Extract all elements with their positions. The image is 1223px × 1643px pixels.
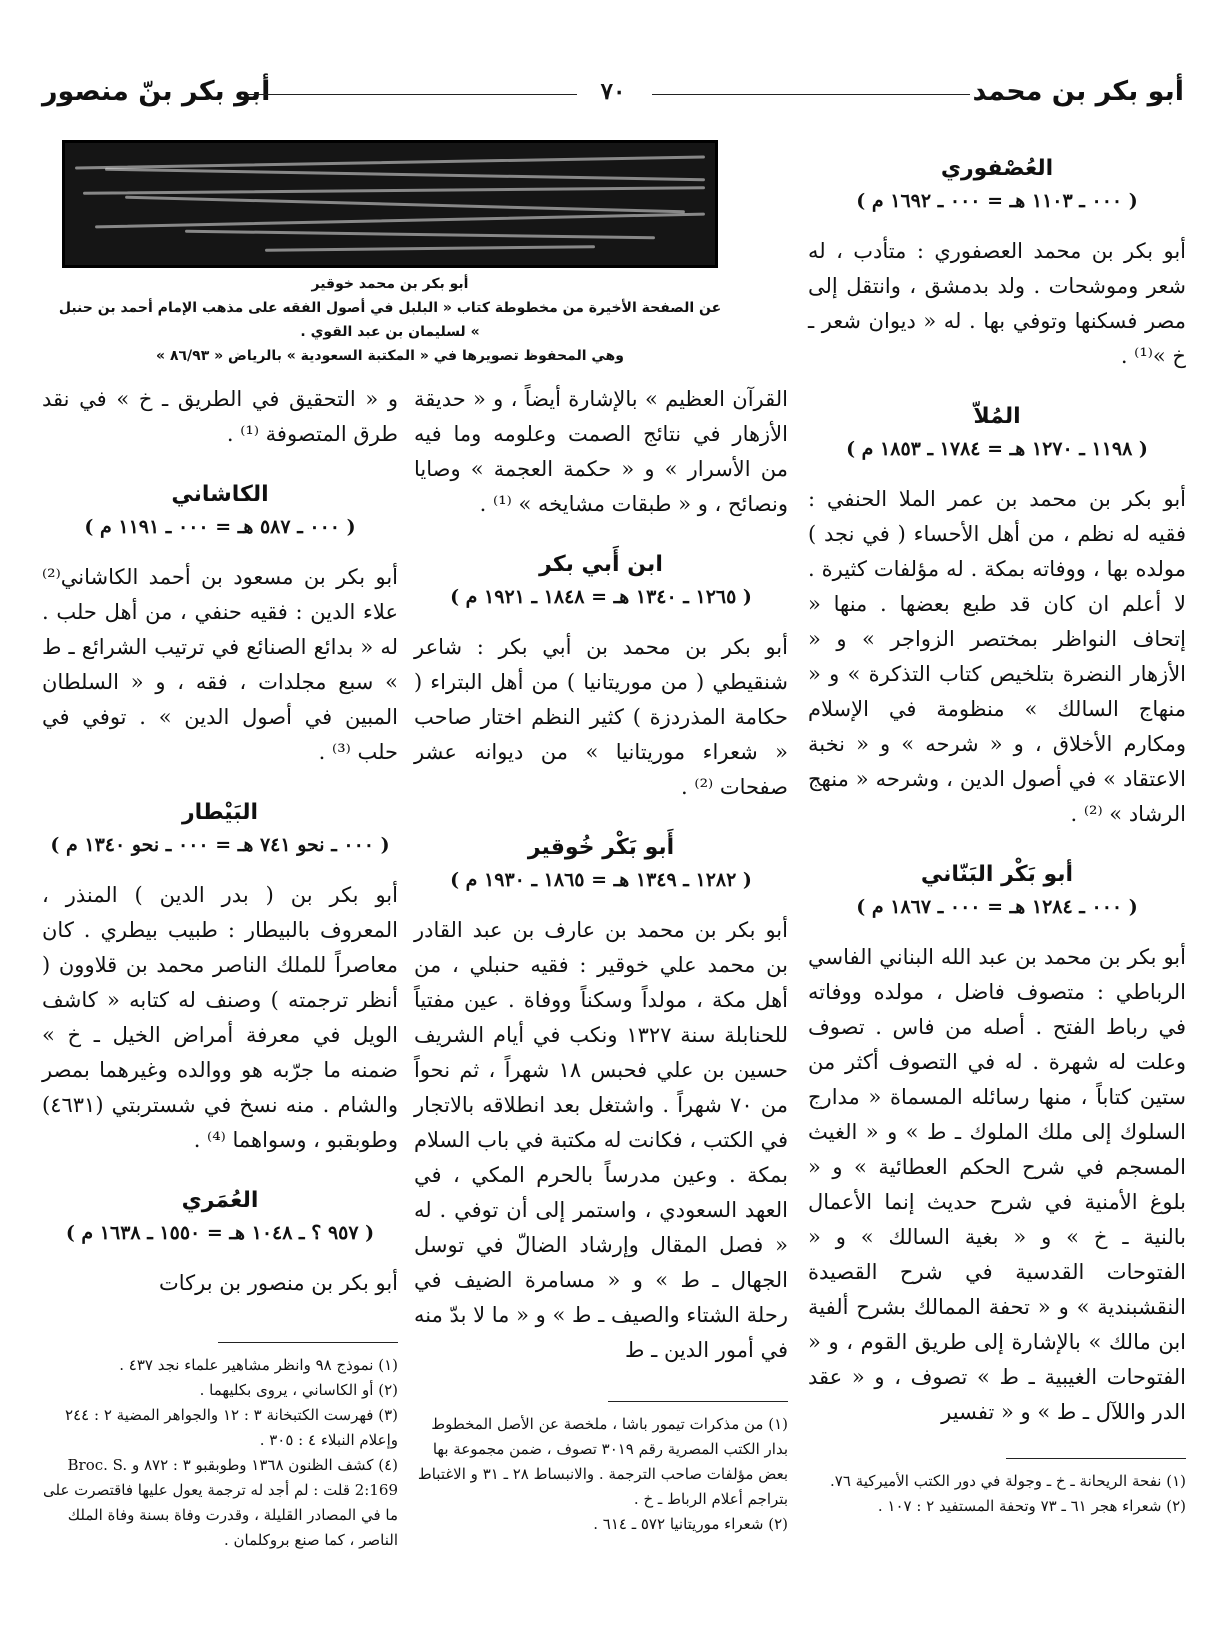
- footnote: (٤) كشف الظنون ١٣٦٨ وطوبقبو ٣ : ٨٧٢ و Broc. S. 2:169 قلت : لم أجد له ترجمة يعول عليها فاقتصرت على ما في المصادر القليلة ، وقدرت وفاة بسنة وفاة الملك الناصر ، كما صنع بروكلمان .: [43, 1456, 398, 1549]
- footnote-rule: [218, 1342, 398, 1343]
- running-head-right: أبو بكر بن محمد: [972, 76, 1184, 107]
- footnote: (٢) أو الكاساني ، يروى بكليهما .: [199, 1381, 398, 1399]
- entry-heading: العُصْفوري: [940, 156, 1054, 181]
- entry-dates: ( ١٢٦٥ ـ ١٣٤٠ هـ = ١٨٤٨ ـ ١٩٢١ م ): [450, 586, 752, 608]
- column-right: [808, 140, 1186, 1456]
- entry-heading: المُلاّ: [973, 404, 1021, 429]
- figure-caption: [52, 272, 728, 368]
- page-number: ٧٠: [42, 78, 1184, 105]
- page-header: [42, 72, 1184, 112]
- running-head-left: أبو بكر بنّ منصور: [42, 76, 271, 107]
- footnote: (١) من مذكرات تيمور باشا ، ملخصة عن الأصل المخطوط بدار الكتب المصرية رقم ٣٠١٩ تصوف ، ضمن مجموعة بها بعض مؤلفات صاحب الترجمة . والانبساط ٢٨ ـ ٣١ و الاغتباط بتراجم أعلام الرباط ـ خ .: [417, 1415, 788, 1508]
- entry-heading: أبو بَكْر البَنّاني: [920, 862, 1074, 887]
- entry-heading: الكاشاني: [171, 482, 269, 507]
- entry-heading: ابن أَبي بكر: [539, 552, 663, 577]
- footnote: (١) نفحة الريحانة ـ خ ـ وجولة في دور الكتب الأميركية ٧٦.: [829, 1472, 1186, 1490]
- column-middle: [414, 382, 788, 1394]
- caption-line: عن الصفحة الأخيرة من مخطوطة كتاب « البلبل في أصول الفقه على مذهب الإمام أحمد بن حنبل » لسليمان بن عبد القوي .: [58, 300, 722, 340]
- column-left: [42, 382, 398, 1327]
- manuscript-image: [62, 140, 718, 268]
- caption-line: وهي المحفوظ تصويرها في « المكتبة السعودية » بالرياض « ٨٦/٩٣ »: [156, 348, 624, 364]
- entry-dates: ( ١١٩٨ ـ ١٢٧٠ هـ = ١٧٨٤ ـ ١٨٥٣ م ): [846, 438, 1148, 460]
- entry-heading: أَبو بَكْر خُوقير: [527, 835, 675, 860]
- entry-body: أبو بكر بن محمد بن عمر الملا الحنفي : فقيه له نظم ، من أهل الأحساء ( في نجد ) مولده بها ، ووفاته بمكة . له مؤلفات كثيرة . لا أعلم ان كان قد طبع بعضها . منها « إتحاف النواظر بمختصر الزواجر » و « الأزهار النضرة بتلخيص كتاب التذكرة » و « منهاج السالك » منظومة في الإسلام ومكارم الأخلاق ، و « شرحه » و « نخبة الاعتقاد » في أصول الدين ، وشرحه « منهج الرشاد » ⁽²⁾ .: [808, 487, 1186, 826]
- entry-dates: ( ٠٠٠ ـ ١١٠٣ هـ = ٠٠٠ ـ ١٦٩٢ م ): [856, 190, 1138, 212]
- entry-dates: ( ٠٠٠ ـ ١٢٨٤ هـ = ٠٠٠ ـ ١٨٦٧ م ): [856, 896, 1138, 918]
- footnote-rule: [1006, 1458, 1186, 1459]
- footnote: (٢) شعراء موريتانيا ٥٧٢ ـ ٦١٤ .: [593, 1515, 788, 1533]
- footnote: (٢) شعراء هجر ٦١ ـ ٧٣ وتحفة المستفيد ٢ : ١٠٧ .: [877, 1497, 1186, 1515]
- footnote-rule: [608, 1401, 788, 1402]
- entry-body: أبو بكر بن محمد العصفوري : متأدب ، له شعر وموشحات . ولد بدمشق ، وانتقل إلى مصر فسكنها وتوفي بها . له « ديوان شعر ـ خ »⁽¹⁾ .: [808, 239, 1186, 368]
- footnotes-right: [808, 1440, 1186, 1519]
- entry-continuation: و « التحقيق في الطريق ـ خ » في نقد طرق المتصوفة ⁽¹⁾ .: [42, 387, 398, 446]
- footnotes-middle: [414, 1383, 788, 1537]
- entry-body: أبو بكر بن ( بدر الدين ) المنذر ، المعروف بالبيطار : طبيب بيطري . كان معاصراً للملك الناصر محمد بن قلاوون ( أنظر ترجمته ) وصنف له كتابه « كاشف الويل في معرفة أمراض الخيل ـ خ » ضمنه ما جرّبه هو ووالده وغيرهما بمصر والشام . منه نسخ في شستربتي (٤٦٣١) وطوبقبو ، وسواهما ⁽⁴⁾ .: [42, 883, 398, 1152]
- header-rule-right: [652, 94, 970, 95]
- entry-continuation: القرآن العظيم » بالإشارة أيضاً ، و « حديقة الأزهار في نتائج الصمت وعلومه وما فيه من الأسرار » و « حكمة العجمة » وصايا ونصائح ، و « طبقات مشايخه » ⁽¹⁾ .: [414, 387, 788, 516]
- entry-body: أبو بكر بن مسعود بن أحمد الكاشاني⁽²⁾ علاء الدين : فقيه حنفي ، من أهل حلب . له « بدائع الصنائع في ترتيب الشرائع ـ ط » سبع مجلدات ، فقه ، و « السلطان المبين في أصول الدين » . توفي في حلب ⁽³⁾ .: [42, 565, 398, 764]
- entry-body: أبو بكر بن محمد بن عبد الله البناني الفاسي الرباطي : متصوف فاضل ، مولده ووفاته في رباط الفتح . أصله من فاس . تصوف وعلت له شهرة . له في التصوف أكثر من ستين كتاباً ، منها رسائله المسماة « مدارج السلوك إلى ملك الملوك ـ ط » و « الغيث المسجم في شرح الحكم العطائية » و « بلوغ الأمنية في شرح حديث إنما الأعمال بالنية ـ خ » و « بغية السالك » و « الفتوحات القدسية في شرح القصيدة النقشبندية » و « تحفة الممالك بشرح ألفية ابن مالك » بالإشارة إلى طريق القوم ، و « الفتوحات الغيبية ـ ط » تصوف ، و « عقد الدر واللآل ـ ط » و « تفسير: [808, 945, 1186, 1424]
- entry-heading: العُمَري: [181, 1188, 259, 1213]
- entry-body: أبو بكر بن منصور بن بركات: [159, 1271, 398, 1295]
- entry-dates: ( ٠٠٠ ـ ٥٨٧ هـ = ٠٠٠ ـ ١١٩١ م ): [84, 516, 356, 538]
- caption-title: أبو بكر بن محمد خوقير: [311, 276, 469, 292]
- entry-body: أبو بكر بن محمد بن عارف بن عبد القادر بن محمد علي خوقير : فقيه حنبلي ، من أهل مكة ، مولداً وسكناً ووفاة . عين مفتياً للحنابلة سنة ١٣٢٧ ونكب في أيام الشريف حسين بن علي فحبس ١٨ شهراً ، ثم نحواً من ٧٠ شهراً . واشتغل بعد انطلاقه بالاتجار في الكتب ، فكانت له مكتبة في باب السلام بمكة . وعين مدرساً بالحرم المكي ، في العهد السعودي ، واستمر إلى أن توفي . له « فصل المقال وإرشاد الضالّ في توسل الجهال ـ ط » و « مسامرة الضيف في رحلة الشتاء والصيف ـ ط » و « ما لا بدّ منه في أمور الدين ـ ط: [414, 918, 788, 1362]
- entry-body: أبو بكر بن محمد بن أبي بكر : شاعر شنقيطي ( من موريتانيا ) من أهل البتراء ( حكامة المذردزة ) كثير النظم اختار صاحب « شعراء موريتانيا » من ديوانه عشر صفحات ⁽²⁾ .: [414, 635, 788, 799]
- footnote: (١) نموذج ٩٨ وانظر مشاهير علماء نجد ٤٣٧ .: [119, 1356, 398, 1374]
- entry-heading: البَيْطار: [181, 800, 259, 825]
- footnote: (٣) فهرست الكتبخانة ٣ : ١٢ والجواهر المضية ٢ : ٢٤٤ وإعلام النبلاء ٤ : ٣٠٥ .: [65, 1406, 398, 1449]
- footnotes-left: [42, 1324, 398, 1553]
- entry-dates: ( ١٢٨٢ ـ ١٣٤٩ هـ = ١٨٦٥ ـ ١٩٣٠ م ): [450, 869, 752, 891]
- entry-dates: ( ٩٥٧ ؟ ـ ١٠٤٨ هـ = ١٥٥٠ ـ ١٦٣٨ م ): [65, 1222, 375, 1244]
- entry-dates: ( ٠٠٠ ـ نحو ٧٤١ هـ = ٠٠٠ ـ نحو ١٣٤٠ م ): [50, 834, 390, 856]
